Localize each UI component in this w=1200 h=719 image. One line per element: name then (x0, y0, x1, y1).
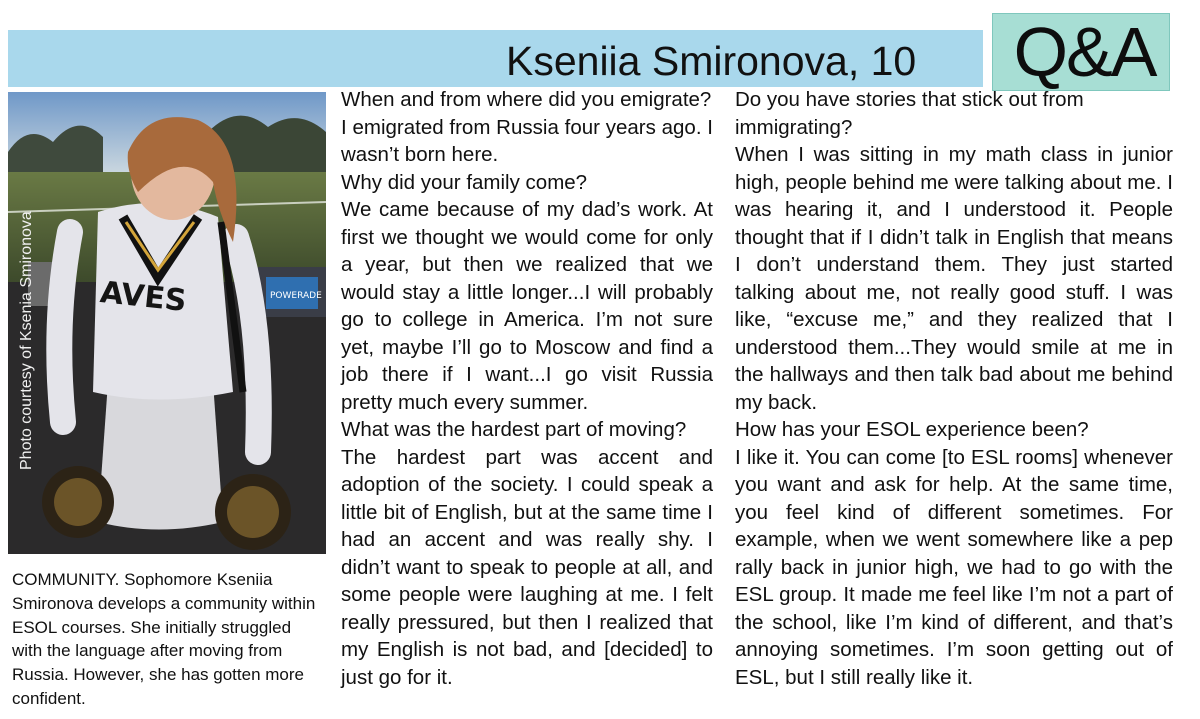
photo-caption: COMMUNITY. Sophomore Kseniia Smironova develops a community within ESOL courses. She initially struggled with the language after moving from Russia. However, she has gotten more confident. (12, 570, 316, 708)
page-title: Kseniia Smironova, 10 (506, 38, 917, 84)
answer-1: I emigrated from Russia four years ago. I wasn’t born here. (341, 115, 713, 166)
interview-column-2 (735, 86, 1173, 691)
answer-5: I like it. You can come [to ESL rooms] whenever you want and ask for help. At the same time, you feel kind of different sometimes. For example, when we went somewhere like a pep rally back in junior high, we had to go with the ESL group. It made me feel like I’m not a part of the school, like I’m kind of different, and that’s annoying sometimes. I’m soon getting out of ESL, but I still really like it. (735, 445, 1173, 689)
question-5: How has your ESOL experience been? (735, 418, 1089, 441)
cheerleader-illustration (8, 92, 326, 554)
answer-3: The hardest part was accent and adoption of the society. I could speak a little bit of English, but at the same time I had an accent and was really shy. I didn’t want to speak to people at all, and some people were laughing at me. I felt really pressured, but then I realized that my English is not bad, and [decided] to just go for it. (341, 445, 713, 689)
portrait-photo (8, 92, 326, 554)
sign-text: POWERADE (270, 291, 322, 301)
photo-credit: Photo courtesy of Ksenia Smironova (18, 211, 35, 470)
question-4: Do you have stories that stick out from immigrating? (735, 88, 1084, 139)
question-2: Why did your family come? (341, 170, 588, 194)
answer-4: When I was sitting in my math class in junior high, people behind me were talking about me. I was hearing it, and I understood it. People thought that if I didn’t talk in English that means I don’t understand them. They just started talking about me, not really good stuff. I was like, “excuse me,” and they realized that I understood them...They would smile at me in the hallways and then talk bad about me behind my back. (735, 143, 1173, 414)
interview-column-1 (341, 86, 713, 691)
answer-2: We came because of my dad’s work. At first we thought we would come for only a year, but then we realized that we would stay a little longer...I will probably go to college in America. I’m not sure yet, maybe I’ll go to Moscow and find a job there if I want...I go visit Russia pretty much every summer. (341, 198, 713, 414)
question-1: When and from where did you emigrate? (341, 88, 712, 111)
qa-tag: Q&A (1013, 13, 1156, 91)
question-3: What was the hardest part of moving? (341, 418, 687, 441)
uniform-text: AVES (98, 275, 189, 319)
